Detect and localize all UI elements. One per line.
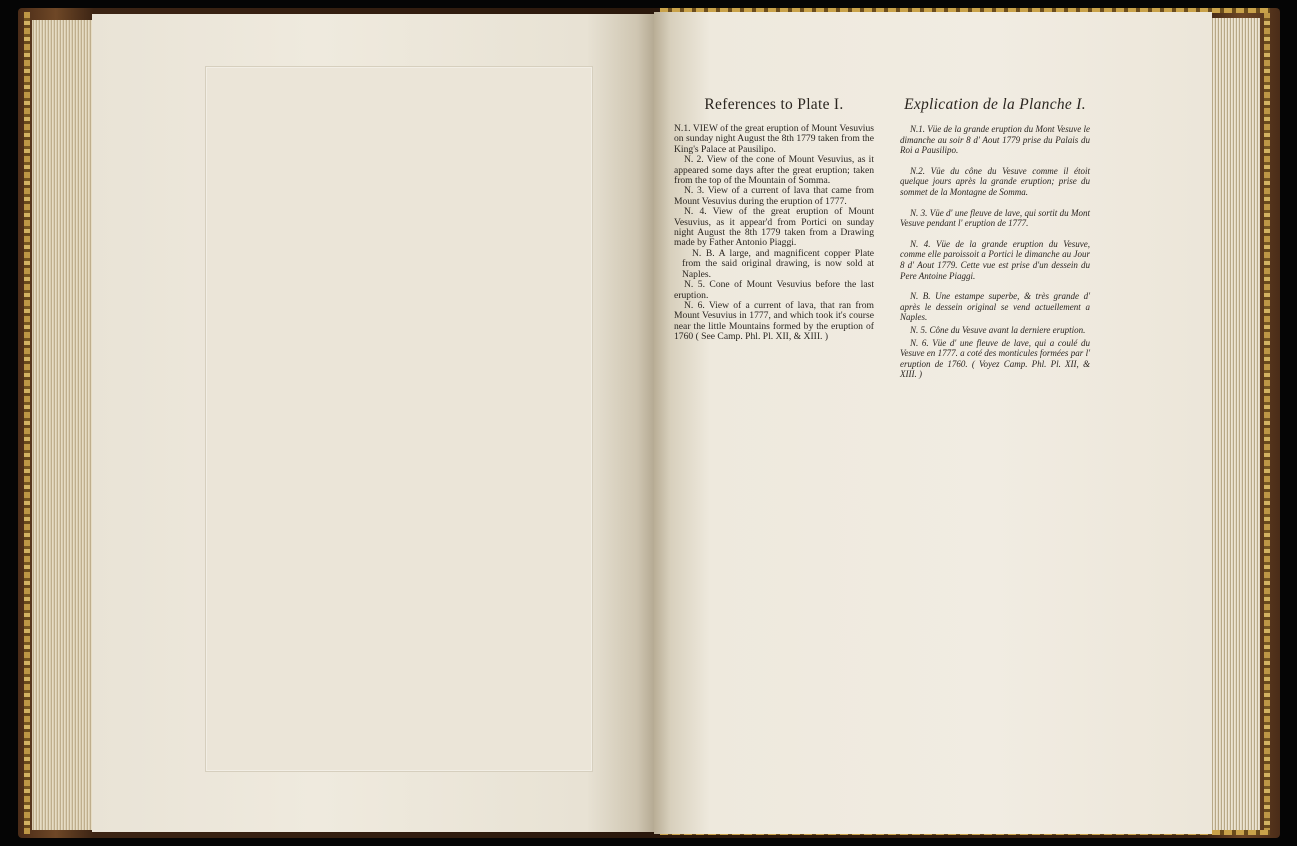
english-entry-4: N. 4. View of the great eruption of Mount Vesuvius, as it appear'd from Portici on sunday night August the 8th 1779 taken from a Drawing made by Father Antonio Piaggi. xyxy=(674,206,874,249)
english-heading: References to Plate I. xyxy=(704,96,844,113)
french-entry-2: N.2. Vüe du cône du Vesuve comme il étoit quelque jours après la grande eruption; prise du sommet de la Montagne de Somma. xyxy=(900,165,1090,197)
french-entry-1: N.1. Vüe de la grande eruption du Mont Vesuve le dimanche au soir 8 d' Aout 1779 prise du Palais du Roi a Pausilipo. xyxy=(900,124,1090,156)
french-entry-4: N. 4. Vüe de la grande eruption du Vesuve, comme elle paroissoit a Portici le dimanche au Jour 8 d' Aout 1779. Cette vue est prise d'un dessein du Pere Antoine Piaggi. xyxy=(900,238,1090,281)
english-entry-3: N. 3. View of a current of lava that came from Mount Vesuvius during the eruption of 1777. xyxy=(674,185,874,207)
english-entry-1: N.1. VIEW of the great eruption of Mount Vesuvius on sunday night August the 8th 1779 taken from the King's Palace at Pausilipo. xyxy=(674,123,874,155)
french-column xyxy=(900,96,1090,390)
french-heading: Explication de la Planche I. xyxy=(904,96,1086,113)
french-entry-nb: N. B. Une estampe superbe, & très grande d' après le dessein original se vend actuellement a Naples. xyxy=(900,291,1090,323)
gilt-border-left xyxy=(24,12,30,834)
page-edges-right xyxy=(1208,18,1260,830)
english-entry-5: N. 5. Cone of Mount Vesuvius before the last eruption. xyxy=(674,279,874,301)
english-entry-6: N. 6. View of a current of lava, that ran from Mount Vesuvius in 1777, and which took it's course near the little Mountains formed by the eruption of 1760 ( See Camp. Phl. Pl. XII, & XIII. ) xyxy=(674,299,874,343)
page-edges-left xyxy=(32,20,96,830)
french-entry-5: N. 5. Cône du Vesuve avant la derniere eruption. xyxy=(910,324,1086,335)
english-entry-2: N. 2. View of the cone of Mount Vesuvius, as it appeared some days after the great eruption; taken from the top of the Mountain of Somma. xyxy=(674,154,874,187)
gilt-border-right xyxy=(1264,12,1270,834)
english-entry-nb: N. B. A large, and magnificent copper Plate from the said original drawing, is now sold at Naples. xyxy=(682,247,874,280)
english-column xyxy=(674,96,874,343)
plate-mark xyxy=(205,66,593,772)
french-entry-6: N. 6. Vüe d' une fleuve de lave, qui a coulé du Vesuve en 1777. a coté des monticules formées par l' eruption de 1760. ( Voyez Camp. Phl. Pl. XII, & XIII. ) xyxy=(900,337,1090,380)
left-page xyxy=(92,14,654,832)
right-page xyxy=(654,12,1212,834)
french-entry-3: N. 3. Vüe d' une fleuve de lave, qui sortit du Mont Vesuve pendant l' eruption de 1777. xyxy=(900,207,1090,229)
